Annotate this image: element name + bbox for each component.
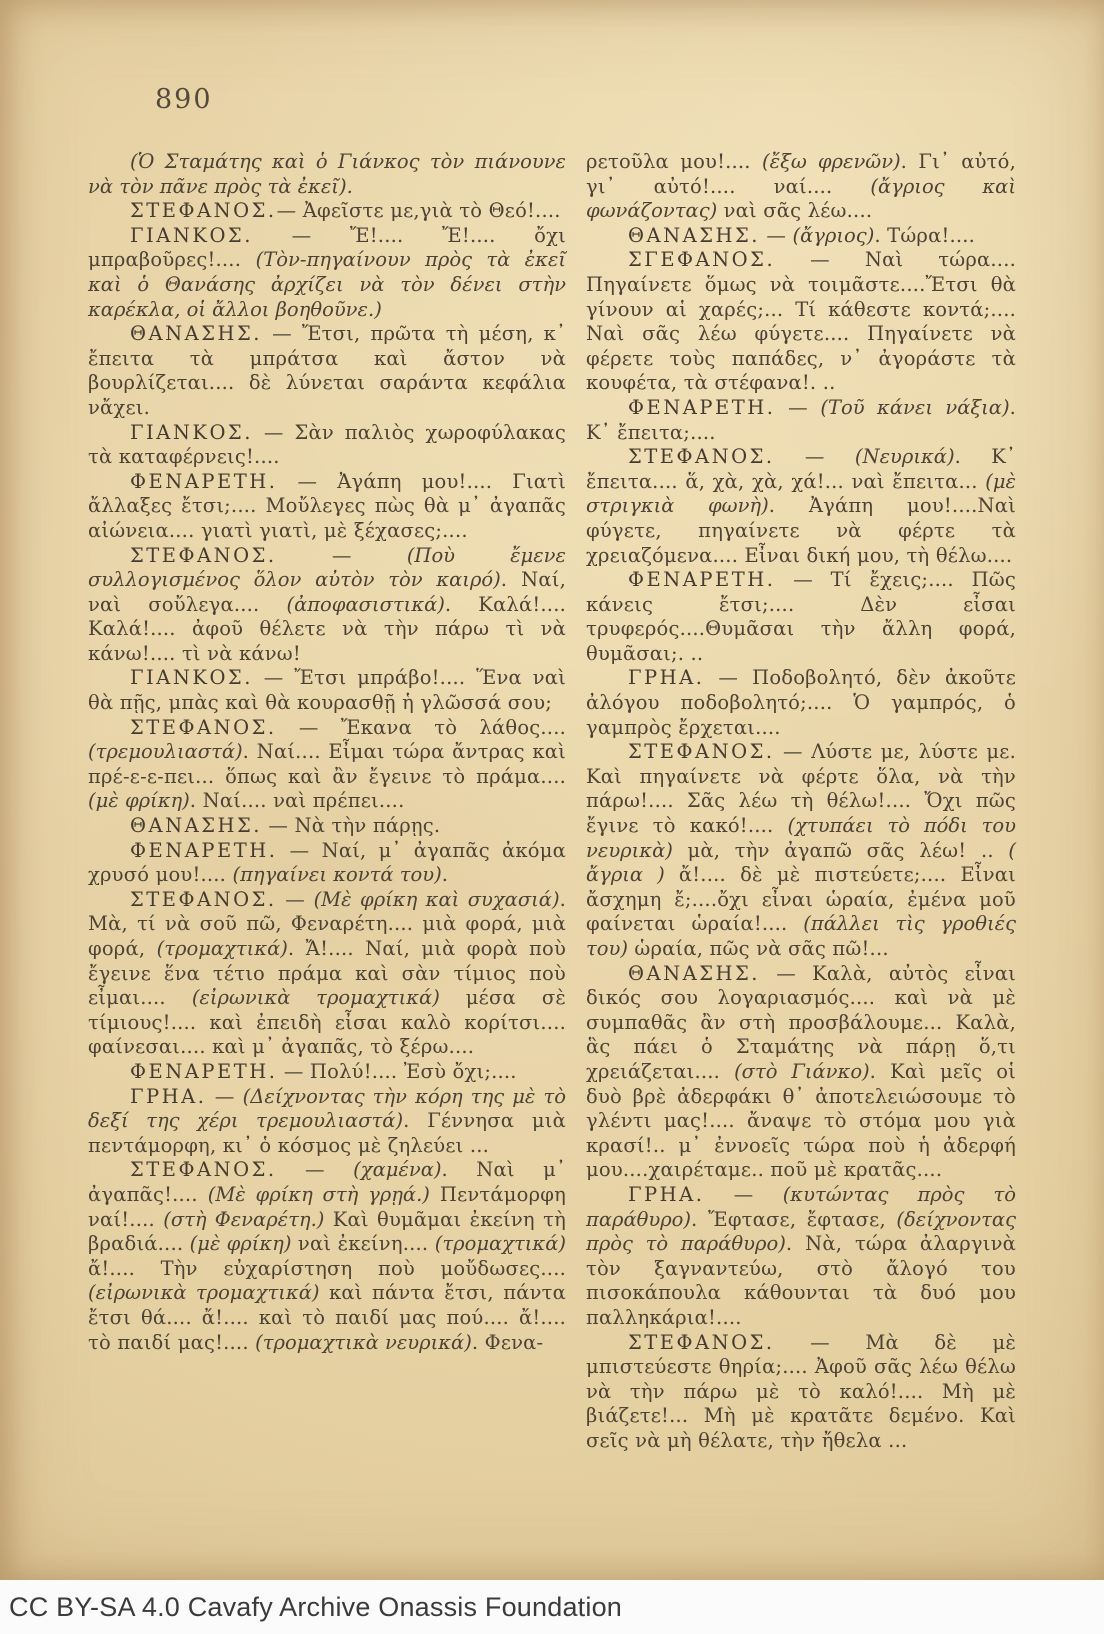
dialogue-paragraph <box>586 666 1016 740</box>
dialogue-paragraph <box>586 1331 1016 1454</box>
speaker-name: ΣΤΕΦΑΝΟΣ. <box>130 199 277 223</box>
dialogue-text: . Γέννησα μιὰ πεντάμορφη, κι᾽ ὁ κόσμος μὲ ζηλεύει ... <box>88 1109 567 1157</box>
stage-direction: (τρομαχτικὰ νευρικά) <box>255 1330 472 1354</box>
dialogue-text: . Ἄ!.... Ναί, μιὰ φορὰ ποὺ ἔγεινε ἕνα τέτιο πράμα καὶ σὰν τίμιος ποὺ εἶμαι.... <box>88 937 566 1010</box>
dialogue-text: — Καλὰ, αὐτὸς εἶναι δικός σου λογαριασμός.... καὶ νὰ μὲ συμπαθᾶς ἂν στὴ προσβάλουμε... Καλὰ, ἃς πάει ὁ Σταμάτης νὰ πάρῃ ὅ,τι χρειάζεται.... <box>586 961 1016 1083</box>
dialogue-paragraph <box>88 224 566 322</box>
stage-direction: (ἄγριος) <box>792 223 875 247</box>
text-column-right <box>586 150 1016 1453</box>
speaker-name: ΣΤΕΦΑΝΟΣ. <box>130 1158 277 1182</box>
dialogue-text: ὡραία, πῶς νὰ σᾶς πῶ!... <box>628 937 889 960</box>
dialogue-text: . Μὰ, τί νὰ σοῦ πῶ, Φεναρέτη.... μιὰ φορά, μιὰ φορά, <box>88 887 566 960</box>
dialogue-paragraph <box>88 199 566 224</box>
stage-direction: (τρομαχτικά) <box>156 937 288 960</box>
speaker-name: ΓΙΑΝΚΟΣ. <box>130 223 253 247</box>
stage-direction: (Τὸν-πηγαίνουν πρὸς τὰ ἐκεῖ καὶ ὁ Θανάσης ἀρχίζει νὰ τὸν δένει στὴν καρέκλα, οἱ ἄλλοι βοηθοῦνε.) <box>88 248 566 321</box>
dialogue-paragraph-continued <box>586 150 1016 224</box>
stage-direction: (εἰρωνικὰ τρομαχτικά) <box>88 1281 320 1305</box>
dialogue-text: ναὶ ἐκείνη.... <box>291 1232 435 1256</box>
dialogue-text: — <box>760 223 793 247</box>
speaker-name: ΣΤΕΦΑΝΟΣ. <box>628 445 775 469</box>
dialogue-text: καὶ πάντα ἔτσι, πάντα ἔτσι θά.... ἄ!.... καὶ τὸ παιδί μας πού.... ἄ!.... τὸ παιδί μας!.... <box>88 1281 566 1354</box>
stage-direction: (πάλλει τὶς γροθιές του) <box>586 912 1016 960</box>
dialogue-text: Καὶ θυμᾶμαι ἐκείνη τὴ βραδιά.... <box>88 1207 566 1256</box>
dialogue-paragraph <box>88 1158 566 1355</box>
speaker-name: ΓΡΗΑ. <box>130 1084 207 1108</box>
dialogue-paragraph <box>586 1183 1016 1331</box>
speaker-name: ΣΤΕΦΑΝΟΣ. <box>130 887 277 911</box>
dialogue-paragraph <box>88 814 566 839</box>
dialogue-paragraph <box>586 962 1016 1183</box>
page-number: 890 <box>155 84 213 115</box>
dialogue-text: μέσα σὲ τίμιους!.... καὶ ἐπειδὴ εἶσαι καλὸ κορίτσι.... φαίνεσαι.... καὶ μ᾽ ἀγαπᾶς, τὸ ξέρω.... <box>88 986 566 1059</box>
speaker-name: ΦΕΝΑΡΕΤΗ. <box>130 469 278 493</box>
speaker-name: ΣΤΕΦΑΝΟΣ. <box>130 543 277 567</box>
dialogue-paragraph <box>586 445 1016 568</box>
stage-direction: (πηγαίνει κοντά του) <box>232 863 442 887</box>
dialogue-text: . <box>441 863 449 887</box>
speaker-name: ΓΡΗΑ. <box>628 666 705 690</box>
dialogue-text: ρετοῦλα μου!.... <box>586 150 763 173</box>
dialogue-text: . Ναί.... ναὶ πρέπει.... <box>189 789 405 813</box>
stage-direction: (ἀποφασιστικά) <box>286 592 445 616</box>
dialogue-text: — <box>775 395 821 419</box>
dialogue-text: . Ἀγάπη μου!....Ναὶ φύγετε, πηγαίνετε νὰ φέρτε τὰ χρειαζόμενα.... Εἶναι δική μου, τὴ θέλω.... <box>586 494 1016 567</box>
speaker-name: ΣΤΕΦΑΝΟΣ. <box>628 1330 775 1354</box>
dialogue-text: . Νὰ, τώρα ἀλαργινὰ τὸν ξαγναντεύω, στὸ ἄλογό του πισοκάπουλα κάθουνται τὰ δυό μου παλληκάρια!.... <box>586 1232 1017 1329</box>
dialogue-text: — <box>276 1158 354 1182</box>
dialogue-text: — Ἔ!.... Ἔ!.... ὄχι μπραβοῦρες!.... <box>88 223 566 272</box>
dialogue-paragraph <box>88 421 566 470</box>
speaker-name: ΦΕΝΑΡΕΤΗ. <box>628 568 776 592</box>
dialogue-paragraph <box>88 1060 566 1085</box>
dialogue-text: — Ναί, μ᾽ ἀγαπᾶς ἀκόμα χρυσό μου!.... <box>88 838 566 887</box>
speaker-name: ΘΑΝΑΣΗΣ. <box>130 814 262 838</box>
dialogue-paragraph <box>88 888 566 1060</box>
stage-direction: (εἰρωνικὰ τρομαχτικά) <box>191 986 440 1010</box>
stage-direction: (Μὲ φρίκη στὴ γρῃά.) <box>207 1182 430 1206</box>
dialogue-text: ἄ!.... Τὴν εὐχαρίστηση ποὺ μοὔδωσες.... <box>88 1256 566 1280</box>
stage-direction: (στὸ Γιάνκο) <box>734 1059 870 1083</box>
dialogue-paragraph <box>88 839 566 888</box>
dialogue-paragraph <box>586 224 1016 249</box>
dialogue-text: — <box>774 445 855 469</box>
dialogue-text: . Τώρα!.... <box>874 223 976 247</box>
dialogue-text: — Μὰ δὲ μὲ μπιστεύεστε θηρία;.... Ἀφοῦ σᾶς λέω θέλω νὰ τὴν πάρω μὲ τὸ καλό!.... Μὴ μὲ βιάζετε!... Μὴ μὲ κρατᾶτε δεμένο. Καὶ σεῖς νὰ μὴ θέλατε, τὴν ἤθελα ... <box>586 1330 1016 1452</box>
stage-direction: (μὲ στριγκιὰ φωνὴ) <box>586 469 1016 518</box>
dialogue-paragraph <box>88 1085 566 1159</box>
speaker-name: ΓΙΑΝΚΟΣ. <box>130 666 253 690</box>
stage-direction: (μὲ φρίκη) <box>189 1232 292 1256</box>
speaker-name: ΣΤΕΦΑΝΟΣ. <box>130 715 277 739</box>
speaker-name: ΓΙΑΝΚΟΣ. <box>130 420 253 444</box>
dialogue-paragraph <box>88 544 566 667</box>
speaker-name: ΦΕΝΑΡΕΤΗ. <box>130 838 278 862</box>
stage-direction: (Ὁ Σταμάτης καὶ ὁ Γιάνκος τὸν πιάνουνε νὰ τὸν πᾶνε πρὸς τὰ ἐκεῖ). <box>88 150 566 198</box>
dialogue-text: ναὶ σᾶς λέω.... <box>717 199 873 223</box>
dialogue-text: . Ναὶ μ᾽ ἀγαπᾶς!.... <box>88 1158 566 1206</box>
dialogue-text: — Ναὶ τώρα.... Πηγαίνετε ὅμως νὰ τοιμᾶστε....Ἔτσι θὰ γίνουν αἱ χαρές;... Τί κάθεστε κοντά;.... Ναὶ σᾶς λέω φύγετε.... Πηγαίνετε νὰ φέρετε τοὺς παπάδες, ν᾽ ἀγοράστε τὰ κουφέτα, τὰ στέφανα!. .. <box>586 248 1016 395</box>
license-text: CC BY-SA 4.0 Cavafy Archive Onassis Foundation <box>9 1591 623 1622</box>
dialogue-paragraph <box>88 470 566 544</box>
dialogue-text: . Φενα- <box>471 1330 544 1354</box>
dialogue-text: — Πολύ!.... Ἐσὺ ὄχι;.... <box>277 1059 517 1083</box>
stage-direction: (κυτώντας πρὸς τὸ παράθυρο) <box>586 1182 1016 1231</box>
dialogue-text: . Κ᾽ ἔπειτα.... ἅ, χὰ, χὰ, χά!... ναὶ ἔπειτα... <box>586 445 1016 493</box>
stage-direction: (Νευρικά) <box>854 445 955 469</box>
dialogue-text: — Νὰ τὴν πάρῃς. <box>262 814 441 838</box>
dialogue-text: — <box>206 1084 243 1108</box>
dialogue-text: — Ἀγάπη μου!.... Γιατὶ ἄλλαξες ἔτσι;.... Μοὔλεγες πὼς θὰ μ᾽ ἀγαπᾶς αἰώνεια.... γιατὶ γιατὶ, μὲ ξέχασες;.... <box>88 469 566 542</box>
dialogue-paragraph <box>586 396 1016 445</box>
dialogue-text: — Ἔτσι μπράβο!.... Ἕνα ναὶ θὰ πῇς, μπὰς καὶ θὰ κουρασθῇ ἡ γλῶσσά σου; <box>88 666 566 715</box>
stage-direction: (μὲ φρίκη) <box>88 789 190 813</box>
stage-direction: (ἔξω φρενῶν) <box>762 150 901 173</box>
dialogue-text: . Καλά!.... Καλά!.... ἀφοῦ θέλετε νὰ τὴν πάρω τὶ νὰ κάνω!.... τὶ νὰ κάνω! <box>88 592 566 665</box>
dialogue-text: . Γι᾽ αὐτό, γι᾽ αὐτό!.... ναί.... <box>586 150 1016 198</box>
stage-direction: (Δείχνοντας τὴν κόρη της μὲ τὸ δεξί της χέρι τρεμουλιαστά) <box>88 1084 566 1133</box>
speaker-name: ΘΑΝΑΣΗΣ. <box>628 223 760 247</box>
dialogue-text: . Ναί.... Εἶμαι τώρα ἄντρας καὶ πρέ-ε-ε-πει... ὅπως καὶ ἂν ἔγεινε τὸ πράμα.... <box>88 740 566 788</box>
dialogue-paragraph <box>586 568 1016 666</box>
dialogue-paragraph <box>586 248 1016 396</box>
dialogue-text: Πεντάμορφη ναί!.... <box>88 1182 567 1231</box>
dialogue-text: — Σὰν παλιὸς χωροφύλακας τὰ καταφέρνεις!.... <box>88 420 566 469</box>
dialogue-text: — Τί ἔχεις;.... Πῶς κάνεις ἔτσι;.... Δὲν εἶσαι τρυφερός....Θυμᾶσαι τὴν ἄλλη φορά, θυμᾶσαι;. .. <box>586 568 1016 665</box>
dialogue-text: . Κ᾽ ἔπειτα;.... <box>586 395 1016 444</box>
speaker-name: ΘΑΝΑΣΗΣ. <box>130 322 262 346</box>
license-bar <box>0 1580 1104 1634</box>
stage-direction: (χαμένα) <box>353 1158 442 1182</box>
speaker-name: ΘΑΝΑΣΗΣ. <box>628 961 760 985</box>
stage-direction: (Τοῦ κάνει νάξια) <box>820 395 1010 419</box>
stage-direction: (Μὲ φρίκη καὶ συχασιά) <box>313 887 560 911</box>
speaker-name: ΣΓΕΦΑΝΟΣ. <box>628 248 776 272</box>
dialogue-text: . Ναί, ναὶ σοὔλεγα.... <box>88 568 566 616</box>
dialogue-text: . Ἔφτασε, ἔφτασε, <box>691 1207 897 1231</box>
dialogue-text: — Λύστε με, λύστε με. Καὶ πηγαίνετε νὰ φέρτε ὅλα, νὰ τὴν πάρω!.... Σᾶς λέω τὴ θέλω!.... Ὄχι πῶς ἔγινε τὸ κακό!.... <box>586 740 1016 838</box>
dialogue-paragraph <box>88 716 566 814</box>
dialogue-paragraph <box>586 740 1016 961</box>
stage-direction: (Ποὺ ἔμενε συλλογισμένος ὅλον αὐτὸν τὸν καιρό) <box>88 543 566 592</box>
speaker-name: ΣΤΕΦΑΝΟΣ. <box>628 740 775 764</box>
dialogue-text: — <box>276 887 314 911</box>
stage-direction: ( ἄγρια ) <box>586 838 1016 887</box>
speaker-name: ΓΡΗΑ. <box>628 1182 705 1206</box>
stage-direction: (τρομαχτικά) <box>434 1232 566 1256</box>
dialogue-text: — Ἔτσι, πρῶτα τὴ μέση, κ᾽ ἔπειτα τὰ μπράτσα καὶ ἄστον νὰ βουρλίζεται.... δὲ λύνεται σαράντα κεφάλια νἄχει. <box>88 322 566 419</box>
stage-direction: (δείχνοντας πρὸς τὸ παράθυρο) <box>586 1207 1016 1256</box>
speaker-name: ΦΕΝΑΡΕΤΗ. <box>628 395 776 419</box>
dialogue-text: — Ἔκανα τὸ λάθος.... <box>276 715 566 739</box>
dialogue-paragraph <box>88 666 566 715</box>
stage-direction: (τρεμουλιαστά) <box>88 740 243 764</box>
stage-direction: (ἄγριος καὶ φωνάζοντας) <box>586 174 1016 223</box>
dialogue-text: . Καὶ μεῖς οἱ δυὸ βρὲ ἀδερφάκι θ᾽ ἀποτελειώσουμε τὸ γλέντι μας!.... ἄναψε τὸ στόμα μου γιὰ κρασί!.. μ᾽ ἐννοεῖς τώρα ποὺ ἡ ἀδερφή μου....χαιρέταμε.. ποῦ μὲ κρατᾶς.... <box>586 1059 1016 1182</box>
dialogue-text: — <box>276 543 407 567</box>
dialogue-text: ἄ!.... δὲ μὲ πιστεύετε;.... Εἶναι ἄσχημη ἔ;....ὄχι εἶναι ὡραία, ἐμένα μοῦ φαίνεται ὡραία!.... <box>586 863 1016 936</box>
stage-direction: (στὴ Φεναρέτη.) <box>163 1207 325 1231</box>
speaker-name: ΦΕΝΑΡΕΤΗ. <box>130 1059 278 1083</box>
dialogue-text: — Ποδοβολητό, δὲν ἀκοῦτε ἀλόγου ποδοβολητό;.... Ὁ γαμπρός, ὁ γαμπρὸς ἔρχεται.... <box>586 666 1016 739</box>
stage-direction: (χτυπάει τὸ πόδι του νευρικὰ) <box>586 814 1017 862</box>
dialogue-paragraph <box>88 150 566 199</box>
text-column-left <box>88 150 566 1355</box>
dialogue-text: μὰ, τὴν ἀγαπῶ σᾶς λέω! .. <box>672 838 1009 862</box>
dialogue-paragraph <box>88 322 566 420</box>
dialogue-text: — Ἀφεῖστε με,γιὰ τὸ Θεό!.... <box>276 199 561 223</box>
dialogue-text: — <box>704 1182 783 1206</box>
